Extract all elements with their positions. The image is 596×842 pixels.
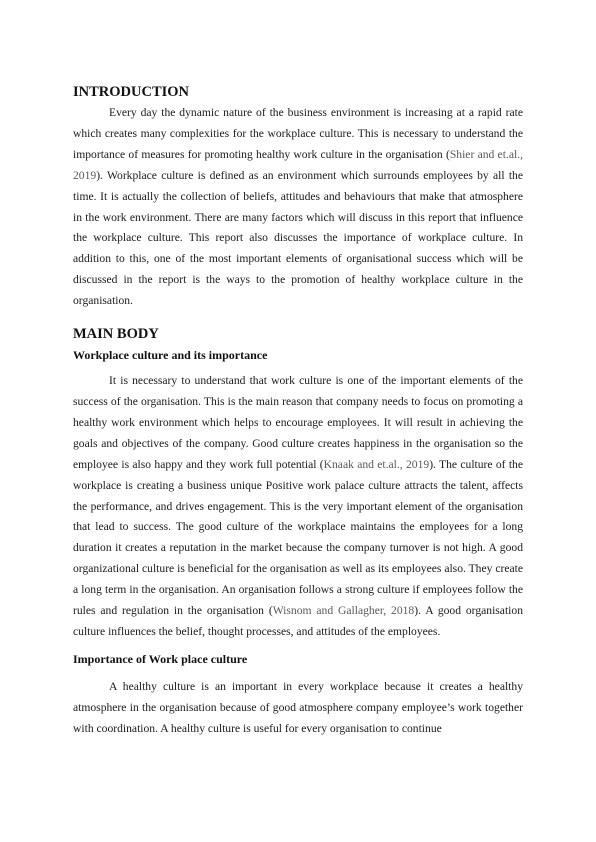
citation-shier: Shier and et.al., 2019 [73,147,523,182]
importance-paragraph: A healthy culture is an important in every workplace because it creates a healthy atmosphere in the organisation because of good atmosphere company employee’s work together with coordination. A healthy culture is useful for every organisation to continue [73,679,523,735]
section-heading-workplace-culture: Workplace culture and its importance [73,348,268,363]
workplace-culture-paragraph [73,371,523,643]
introduction-heading: INTRODUCTION [73,84,190,100]
workplace-culture-text-part3: ). A good organisation culture influences the belief, thought processes, and attitudes of the employees. [73,604,523,638]
section-heading-importance: Importance of Work place culture [73,651,248,666]
workplace-culture-text-part2: ). The culture of the workplace is creating a business unique Positive work palace culture attracts the talent, affects the performance, and drives engagement. This is the very important element of the organisation that lead to success. The good culture of the workplace maintains the employees for a long duration it creates a reputation in the market because the company turnover is not high. A good organizational culture is beneficial for the organisation as well as its employees also. They create a long term in the organisation. An organisation follows a strong culture if employees follow the rules and regulation in the organisation ( [73,457,524,618]
introduction-text-part1: Every day the dynamic nature of the business environment is increasing at a rapid rate which creates many complexities for the workplace culture. This is necessary to understand the importance of measures for promoting healthy work culture in the organisation ( [73,106,523,161]
citation-wisnom: Wisnom and Gallagher, 2018 [272,604,415,618]
introduction-paragraph [73,103,523,312]
page-content [73,84,523,740]
citation-knaak: Knaak and et.al., 2019 [323,457,430,471]
workplace-culture-text-part1: It is necessary to understand that work culture is one of the important elements of the success of the organisation. This is the main reason that company needs to focus on promoting a healthy work environment which helps to encourage employees. It will result in achieving the goals and objectives of the company. Good culture creates happiness in the organisation so the employee is also happy and they work full potential ( [73,374,523,471]
introduction-text-part2: ). Workplace culture is defined as an environment which surrounds employees by all the time. It is actually the collection of beliefs, attitudes and behaviours that make that atmosphere in the work environment. There are many factors which will discuss in this report that influence the workplace culture. This report also discusses the importance of workplace culture. In addition to this, one of the most important elements of organisational success which will be discussed in the report is the ways to the promotion of healthy workplace culture in the organisation. [73,168,523,308]
main-body-heading: MAIN BODY [73,326,159,343]
